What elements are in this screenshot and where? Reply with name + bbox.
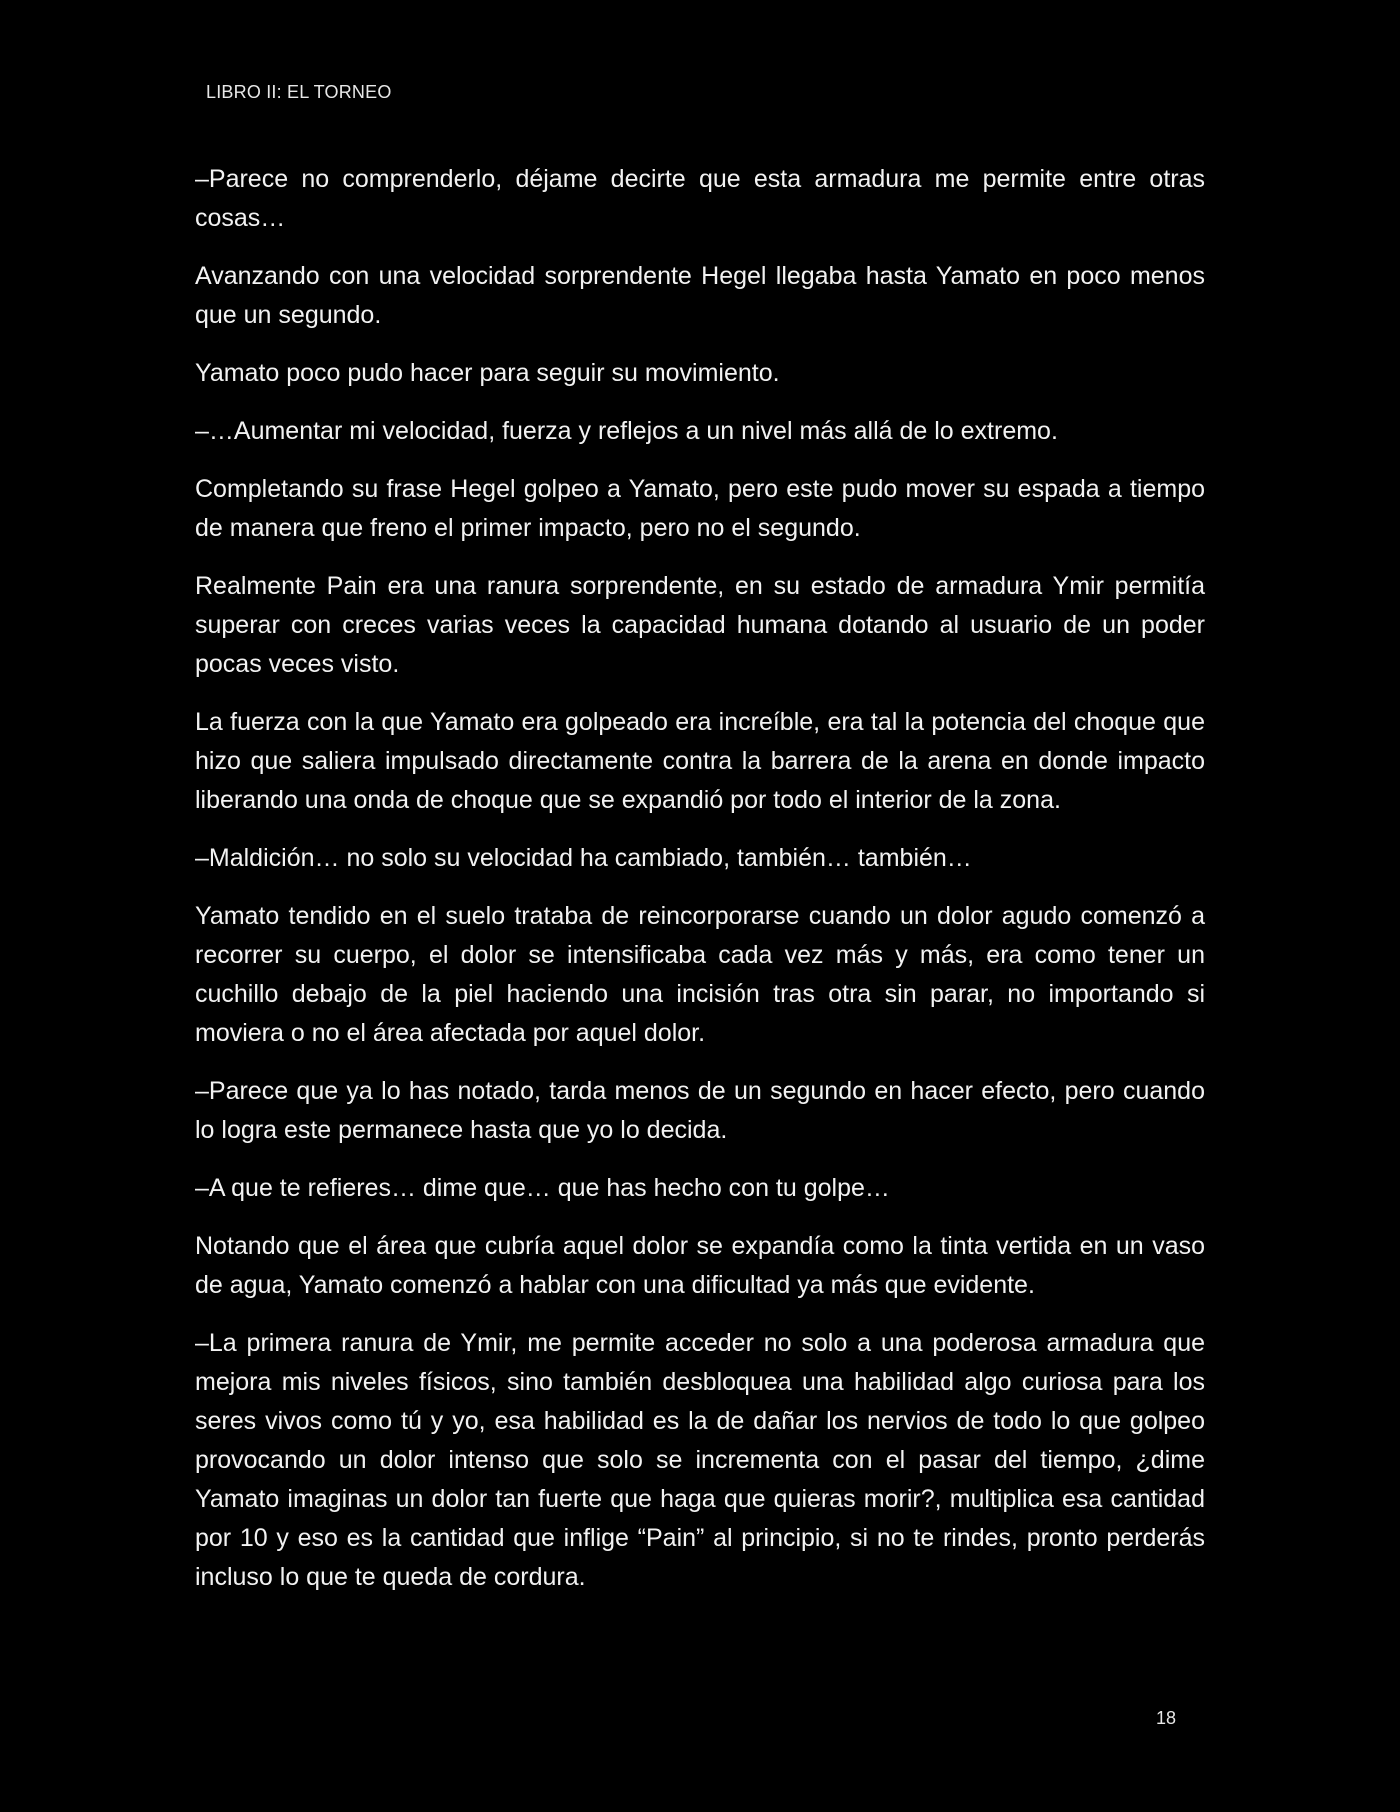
running-header: LIBRO II: EL TORNEO (206, 82, 392, 102)
paragraph: –La primera ranura de Ymir, me permite acceder no solo a una poderosa armadura que mejora mis niveles físicos, sino también desbloquea una habilidad algo curiosa para los seres vivos como tú y yo, esa habilidad es la de dañar los nervios de todo lo que golpeo provocando un dolor intenso que solo se incrementa con el pasar del tiempo, ¿dime Yamato imaginas un dolor tan fuerte que haga que quieras morir?, multiplica esa cantidad por 10 y eso es la cantidad que inflige “Pain” al principio, si no te rindes, pronto perderás incluso lo que te queda de cordura. (195, 1329, 1205, 1591)
paragraph: Yamato tendido en el suelo trataba de reincorporarse cuando un dolor agudo comenzó a recorrer su cuerpo, el dolor se intensificaba cada vez más y más, era como tener un cuchillo debajo de la piel haciendo una incisión tras otra sin parar, no importando si moviera o no el área afectada por aquel dolor. (195, 902, 1205, 1047)
paragraph: Notando que el área que cubría aquel dolor se expandía como la tinta vertida en un vaso de agua, Yamato comenzó a hablar con una dificultad ya más que evidente. (195, 1232, 1205, 1299)
paragraph: –A que te refieres… dime que… que has hecho con tu golpe… (195, 1174, 890, 1202)
paragraph: –Maldición… no solo su velocidad ha cambiado, también… también… (195, 844, 972, 872)
paragraph: Yamato poco pudo hacer para seguir su movimiento. (195, 359, 780, 387)
page-number: 18 (1156, 1708, 1177, 1728)
page-body (195, 160, 1205, 1616)
paragraph: –Parece no comprenderlo, déjame decirte que esta armadura me permite entre otras cosas… (195, 165, 1205, 232)
paragraph: Realmente Pain era una ranura sorprendente, en su estado de armadura Ymir permitía superar con creces varias veces la capacidad humana dotando al usuario de un poder pocas veces visto. (195, 572, 1205, 678)
paragraph: La fuerza con la que Yamato era golpeado era increíble, era tal la potencia del choque que hizo que saliera impulsado directamente contra la barrera de la arena en donde impacto liberando una onda de choque que se expandió por todo el interior de la zona. (195, 708, 1205, 814)
paragraph: –…Aumentar mi velocidad, fuerza y reflejos a un nivel más allá de lo extremo. (195, 417, 1058, 445)
paragraph: Completando su frase Hegel golpeo a Yamato, pero este pudo mover su espada a tiempo de manera que freno el primer impacto, pero no el segundo. (195, 475, 1205, 542)
paragraph: Avanzando con una velocidad sorprendente Hegel llegaba hasta Yamato en poco menos que un segundo. (195, 262, 1205, 329)
paragraph: –Parece que ya lo has notado, tarda menos de un segundo en hacer efecto, pero cuando lo logra este permanece hasta que yo lo decida. (195, 1077, 1205, 1144)
